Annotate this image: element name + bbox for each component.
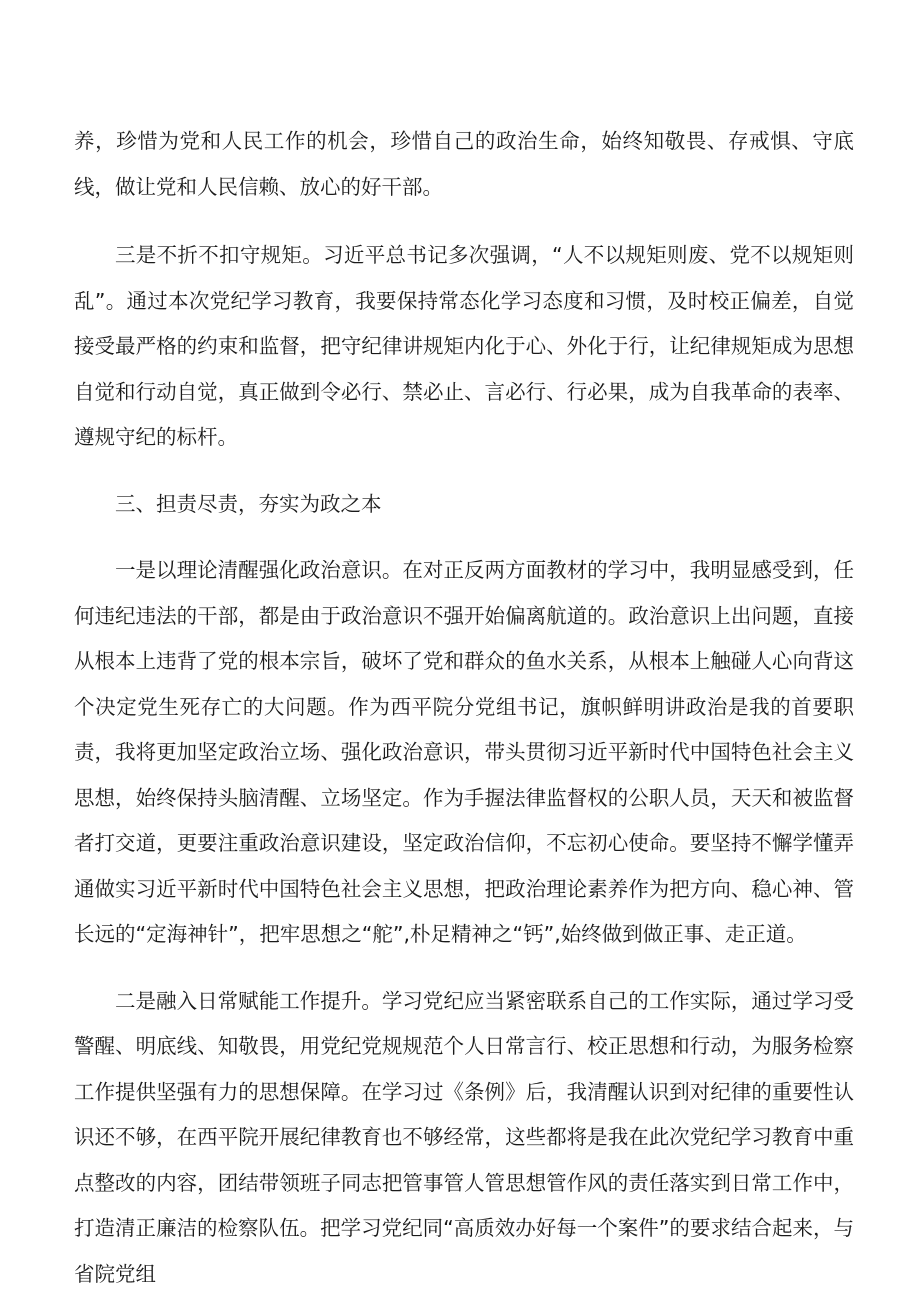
paragraph-continuation: 养，珍惜为党和人民工作的机会，珍惜自己的政治生命，始终知敬畏、存戒惧、守底线，做让党和人民信赖、放心的好干部。 xyxy=(74,129,854,199)
paragraph-political-awareness: 一是以理论清醒强化政治意识。在对正反两方面教材的学习中，我明显感受到，任何违纪违法的干部，都是由于政治意识不强开始偏离航道的。政治意识上出问题，直接从根本上违背了党的根本宗旨，破坏了党和群众的鱼水关系，从根本上触碰人心向背这个决定党生死存亡的大问题。作为西平院分党组书记，旗帜鲜明讲政治是我的首要职责，我将更加坚定政治立场、强化政治意识，带头贯彻习近平新时代中国特色社会主义思想，始终保持头脑清醒、立场坚定。作为手握法律监督权的公职人员，天天和被监督者打交道，更要注重政治意识建设，坚定政治信仰，不忘初心使命。要坚持不懈学懂弄通做实习近平新时代中国特色社会主义思想，把政治理论素养作为把方向、稳心神、管长远的“定海神针”，把牢思想之“舵”,朴足精神之“钙”,始终做到做正事、走正道。 xyxy=(74,558,854,946)
paragraph-rules: 三是不折不扣守规矩。习近平总书记多次强调，“人不以规矩则废、党不以规矩则乱”。通过本次党纪学习教育，我要保持常态化学习态度和习惯，及时校正偏差，自觉接受最严格的约束和监督，把守纪律讲规矩内化于心、外化于行，让纪律规矩成为思想自觉和行动自觉，真正做到令必行、禁必止、言必行、行必果，成为自我革命的表率、遵规守纪的标杆。 xyxy=(74,243,854,449)
document-page xyxy=(74,119,854,1297)
section-heading: 三、担责尽责，夯实为政之本 xyxy=(115,491,382,516)
paragraph-daily-work: 二是融入日常赋能工作提升。学习党纪应当紧密联系自己的工作实际，通过学习受警醒、明底线、知敬畏，用党纪党规规范个人日常言行、校正思想和行动，为服务检察工作提供坚强有力的思想保障。在学习过《条例》后，我清醒认识到对纪律的重要性认识还不够，在西平院开展纪律教育也不够经常，这些都将是我在此次党纪学习教育中重点整改的内容，团结带领班子同志把管事管人管思想管作风的责任落实到日常工作中，打造清正廉洁的检察队伍。把学习党纪同“高质效办好每一个案件”的要求结合起来，与省院党组 xyxy=(74,988,854,1286)
